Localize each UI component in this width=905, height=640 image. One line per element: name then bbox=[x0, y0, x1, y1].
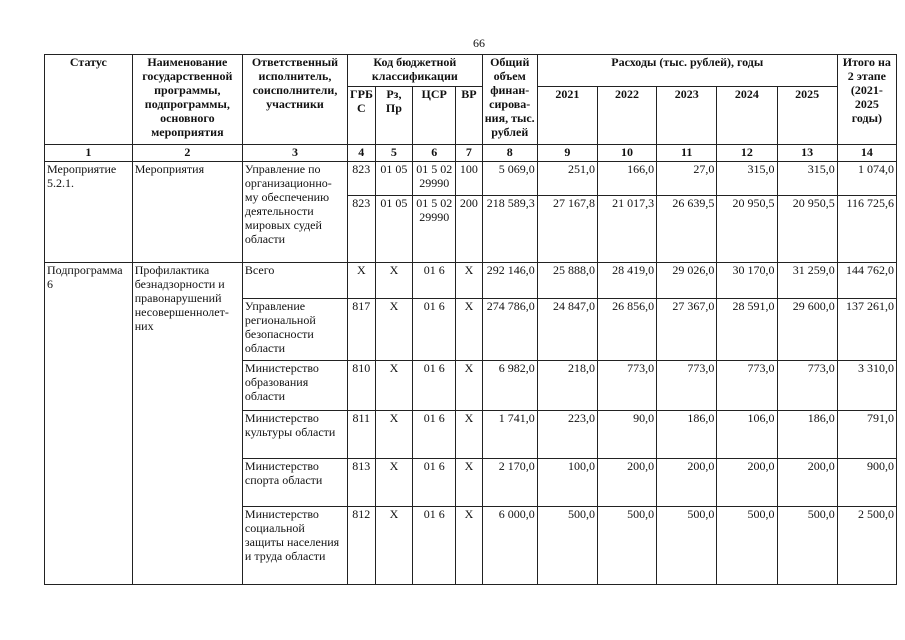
header-vr: ВР bbox=[456, 87, 483, 145]
executor-cell: Управление региональной безопасности области bbox=[242, 299, 347, 361]
rzpr-cell: X bbox=[375, 299, 413, 361]
csr-cell: 01 6 bbox=[413, 299, 456, 361]
vr-cell: 200 bbox=[456, 196, 483, 263]
column-number: 14 bbox=[837, 145, 896, 162]
total-cell: 274 786,0 bbox=[482, 299, 537, 361]
header-grbs: ГРБ С bbox=[348, 87, 376, 145]
total-cell: 292 146,0 bbox=[482, 263, 537, 299]
year-2025-cell: 186,0 bbox=[777, 411, 837, 459]
year-2025-cell: 773,0 bbox=[777, 361, 837, 411]
year-2021-cell: 223,0 bbox=[537, 411, 597, 459]
stage-total-cell: 137 261,0 bbox=[837, 299, 896, 361]
column-number: 11 bbox=[657, 145, 717, 162]
stage-total-cell: 144 762,0 bbox=[837, 263, 896, 299]
vr-cell: X bbox=[456, 411, 483, 459]
year-2024-cell: 773,0 bbox=[717, 361, 777, 411]
year-2025-cell: 500,0 bbox=[777, 507, 837, 585]
year-2025-cell: 315,0 bbox=[777, 162, 837, 196]
subprogram-name: Профилактика безнадзорности и правонарушений несовершеннолет-них bbox=[132, 263, 242, 585]
rzpr-cell: 01 05 bbox=[375, 196, 413, 263]
column-number: 7 bbox=[456, 145, 483, 162]
csr-cell: 01 5 02 29990 bbox=[413, 196, 456, 263]
year-2022-cell: 90,0 bbox=[597, 411, 656, 459]
column-number: 2 bbox=[132, 145, 242, 162]
rzpr-cell: X bbox=[375, 411, 413, 459]
header-budget-code: Код бюджетной классификации bbox=[348, 55, 483, 87]
header-csr: ЦСР bbox=[413, 87, 456, 145]
budget-table bbox=[44, 54, 897, 585]
total-cell: 6 000,0 bbox=[482, 507, 537, 585]
column-number: 12 bbox=[717, 145, 777, 162]
grbs-cell: 823 bbox=[348, 162, 376, 196]
csr-cell: 01 6 bbox=[413, 361, 456, 411]
grbs-cell: 811 bbox=[348, 411, 376, 459]
year-2021-cell: 100,0 bbox=[537, 459, 597, 507]
measure-executor: Управление по организационно-му обеспечению деятельности мировых судей области bbox=[242, 162, 347, 263]
stage-total-cell: 116 725,6 bbox=[837, 196, 896, 263]
column-number: 10 bbox=[597, 145, 656, 162]
column-number: 13 bbox=[777, 145, 837, 162]
year-2024-cell: 200,0 bbox=[717, 459, 777, 507]
executor-cell: Всего bbox=[242, 263, 347, 299]
executor-cell: Министерство социальной защиты населения и труда области bbox=[242, 507, 347, 585]
executor-cell: Министерство культуры области bbox=[242, 411, 347, 459]
csr-cell: 01 6 bbox=[413, 507, 456, 585]
column-number-row bbox=[45, 145, 897, 162]
year-2023-cell: 26 639,5 bbox=[657, 196, 717, 263]
year-2024-cell: 315,0 bbox=[717, 162, 777, 196]
csr-cell: 01 6 bbox=[413, 411, 456, 459]
stage-total-cell: 2 500,0 bbox=[837, 507, 896, 585]
year-2022-cell: 21 017,3 bbox=[597, 196, 656, 263]
header-year-2025: 2025 bbox=[777, 87, 837, 145]
table-row bbox=[45, 263, 897, 299]
header-executor: Ответственный исполнитель, соисполнители, участники bbox=[242, 55, 347, 145]
grbs-cell: 817 bbox=[348, 299, 376, 361]
year-2024-cell: 28 591,0 bbox=[717, 299, 777, 361]
year-2022-cell: 773,0 bbox=[597, 361, 656, 411]
vr-cell: 100 bbox=[456, 162, 483, 196]
measure-name: Мероприятия bbox=[132, 162, 242, 263]
year-2024-cell: 30 170,0 bbox=[717, 263, 777, 299]
stage-total-cell: 1 074,0 bbox=[837, 162, 896, 196]
year-2021-cell: 500,0 bbox=[537, 507, 597, 585]
stage-total-cell: 791,0 bbox=[837, 411, 896, 459]
header-year-2022: 2022 bbox=[597, 87, 656, 145]
rzpr-cell: X bbox=[375, 507, 413, 585]
year-2021-cell: 25 888,0 bbox=[537, 263, 597, 299]
year-2023-cell: 29 026,0 bbox=[657, 263, 717, 299]
executor-cell: Министерство спорта области bbox=[242, 459, 347, 507]
year-2022-cell: 26 856,0 bbox=[597, 299, 656, 361]
column-number: 1 bbox=[45, 145, 133, 162]
header-program-name: Наименование государственной программы, подпрограммы, основного мероприятия bbox=[132, 55, 242, 145]
header-stage-total: Итого на 2 этапе (2021-2025 годы) bbox=[837, 55, 896, 145]
rzpr-cell: 01 05 bbox=[375, 162, 413, 196]
year-2023-cell: 27 367,0 bbox=[657, 299, 717, 361]
total-cell: 5 069,0 bbox=[482, 162, 537, 196]
column-number: 5 bbox=[375, 145, 413, 162]
year-2025-cell: 31 259,0 bbox=[777, 263, 837, 299]
year-2022-cell: 500,0 bbox=[597, 507, 656, 585]
column-number: 3 bbox=[242, 145, 347, 162]
year-2025-cell: 29 600,0 bbox=[777, 299, 837, 361]
year-2023-cell: 500,0 bbox=[657, 507, 717, 585]
stage-total-cell: 3 310,0 bbox=[837, 361, 896, 411]
subprogram-status: Подпрограмма 6 bbox=[45, 263, 133, 585]
year-2023-cell: 186,0 bbox=[657, 411, 717, 459]
grbs-cell: 812 bbox=[348, 507, 376, 585]
header-year-2023: 2023 bbox=[657, 87, 717, 145]
year-2024-cell: 20 950,5 bbox=[717, 196, 777, 263]
year-2022-cell: 28 419,0 bbox=[597, 263, 656, 299]
vr-cell: X bbox=[456, 299, 483, 361]
rzpr-cell: X bbox=[375, 459, 413, 507]
year-2023-cell: 27,0 bbox=[657, 162, 717, 196]
csr-cell: 01 5 02 29990 bbox=[413, 162, 456, 196]
vr-cell: X bbox=[456, 507, 483, 585]
stage-total-cell: 900,0 bbox=[837, 459, 896, 507]
year-2025-cell: 200,0 bbox=[777, 459, 837, 507]
header-total: Общий объем финан-сирова-ния, тыс. рублей bbox=[482, 55, 537, 145]
year-2024-cell: 500,0 bbox=[717, 507, 777, 585]
header-rzpr: Рз, Пр bbox=[375, 87, 413, 145]
year-2025-cell: 20 950,5 bbox=[777, 196, 837, 263]
year-2021-cell: 27 167,8 bbox=[537, 196, 597, 263]
vr-cell: X bbox=[456, 263, 483, 299]
year-2022-cell: 200,0 bbox=[597, 459, 656, 507]
grbs-cell: X bbox=[348, 263, 376, 299]
year-2021-cell: 24 847,0 bbox=[537, 299, 597, 361]
header-expenses: Расходы (тыс. рублей), годы bbox=[537, 55, 837, 87]
column-number: 9 bbox=[537, 145, 597, 162]
csr-cell: 01 6 bbox=[413, 459, 456, 507]
column-number: 8 bbox=[482, 145, 537, 162]
header-year-2024: 2024 bbox=[717, 87, 777, 145]
vr-cell: X bbox=[456, 459, 483, 507]
table-row bbox=[45, 162, 897, 196]
year-2023-cell: 200,0 bbox=[657, 459, 717, 507]
csr-cell: 01 6 bbox=[413, 263, 456, 299]
total-cell: 2 170,0 bbox=[482, 459, 537, 507]
rzpr-cell: X bbox=[375, 263, 413, 299]
year-2024-cell: 106,0 bbox=[717, 411, 777, 459]
total-cell: 218 589,3 bbox=[482, 196, 537, 263]
header-year-2021: 2021 bbox=[537, 87, 597, 145]
year-2022-cell: 166,0 bbox=[597, 162, 656, 196]
vr-cell: X bbox=[456, 361, 483, 411]
column-number: 6 bbox=[413, 145, 456, 162]
grbs-cell: 813 bbox=[348, 459, 376, 507]
column-number: 4 bbox=[348, 145, 376, 162]
year-2021-cell: 218,0 bbox=[537, 361, 597, 411]
page-number: 66 bbox=[473, 36, 485, 50]
year-2023-cell: 773,0 bbox=[657, 361, 717, 411]
total-cell: 1 741,0 bbox=[482, 411, 537, 459]
total-cell: 6 982,0 bbox=[482, 361, 537, 411]
header-status: Статус bbox=[45, 55, 133, 145]
rzpr-cell: X bbox=[375, 361, 413, 411]
year-2021-cell: 251,0 bbox=[537, 162, 597, 196]
grbs-cell: 810 bbox=[348, 361, 376, 411]
measure-status: Мероприятие 5.2.1. bbox=[45, 162, 133, 263]
executor-cell: Министерство образования области bbox=[242, 361, 347, 411]
grbs-cell: 823 bbox=[348, 196, 376, 263]
